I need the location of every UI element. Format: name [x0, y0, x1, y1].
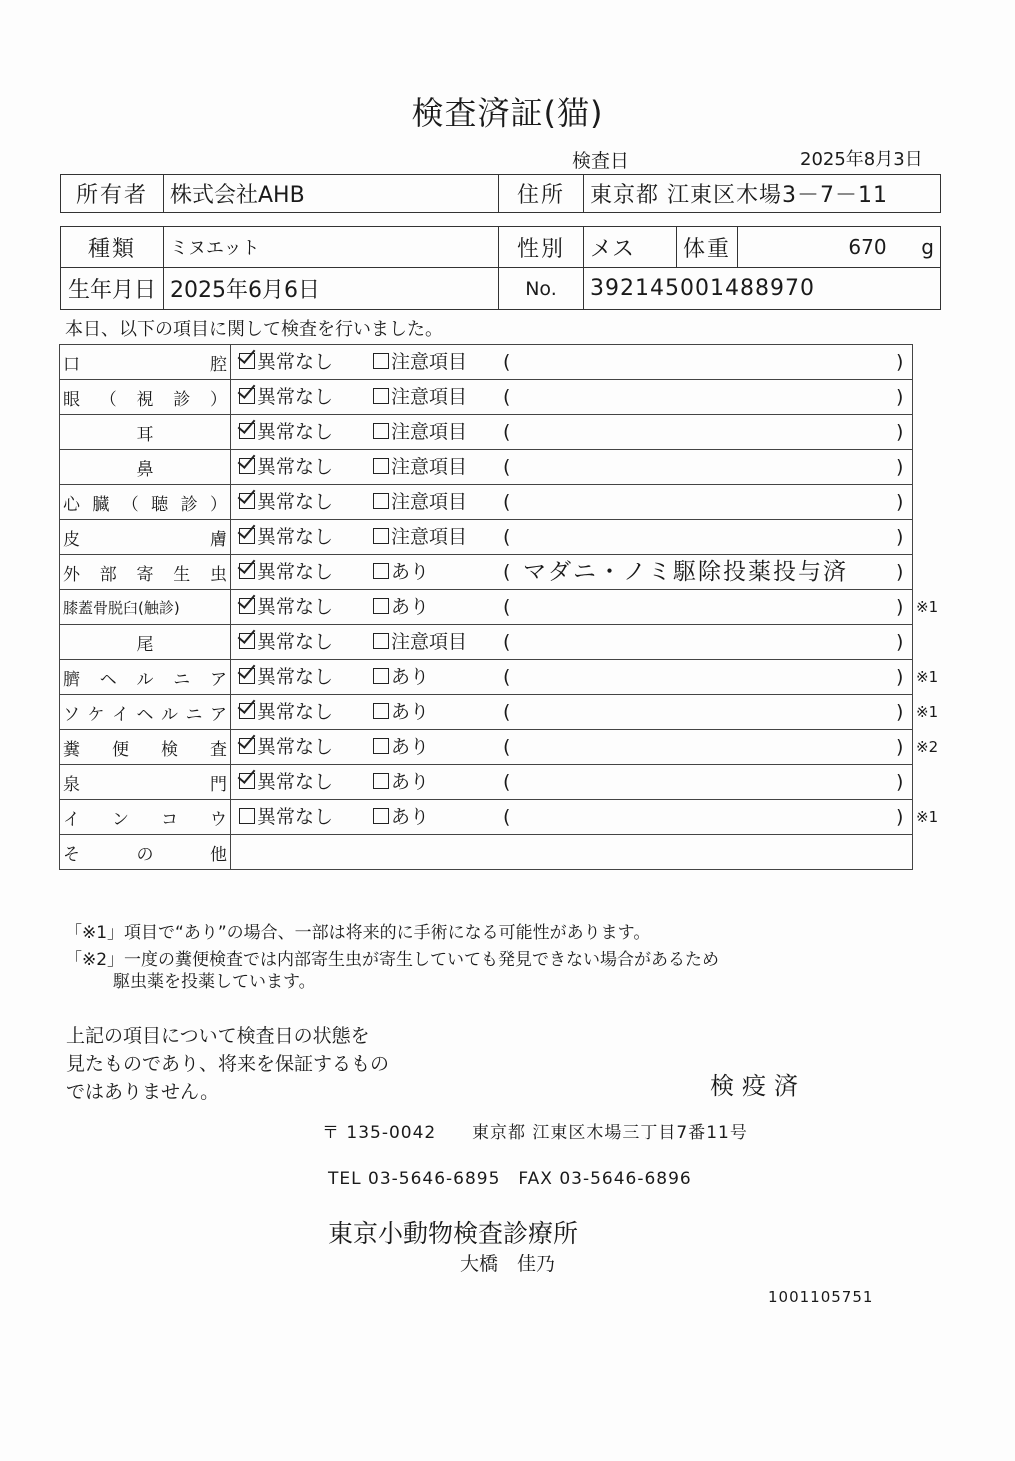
- caution-label: 注意項目: [391, 456, 468, 478]
- item-result-cell: [231, 345, 913, 380]
- caution-label: 注意項目: [391, 526, 468, 548]
- owner-label: 所有者: [61, 175, 164, 213]
- paren-close: ): [896, 631, 904, 653]
- ok-checkbox[interactable]: [239, 703, 255, 719]
- paren-close: ): [896, 421, 904, 443]
- disclaimer-line: ではありません。: [66, 1081, 220, 1103]
- caution-option[interactable]: [373, 485, 467, 519]
- item-label-char: ア: [210, 669, 227, 690]
- item-label: [63, 350, 227, 375]
- item-label-char: 膚: [210, 529, 227, 550]
- caution-option[interactable]: [373, 520, 467, 554]
- inspector-name: 大橋 佳乃: [460, 1253, 556, 1275]
- ok-option[interactable]: [239, 765, 333, 799]
- item-label-char: 臓: [92, 494, 110, 515]
- checklist-row: [60, 415, 913, 450]
- ok-checkbox[interactable]: [239, 563, 255, 579]
- ok-option[interactable]: [239, 555, 333, 589]
- ok-label: 異常なし: [257, 631, 334, 653]
- item-label-cell: [60, 800, 231, 835]
- item-label-char: ヘ: [136, 704, 154, 725]
- item-result-cell: [231, 730, 913, 765]
- paren-close: ): [896, 771, 904, 793]
- item-label-char: 寄: [136, 564, 154, 585]
- item-label-char: ン: [112, 809, 129, 830]
- ok-checkbox[interactable]: [239, 633, 255, 649]
- ok-checkbox[interactable]: [239, 493, 255, 509]
- caution-option[interactable]: [373, 625, 467, 659]
- checklist-row: [60, 380, 913, 415]
- present-option[interactable]: [373, 660, 429, 694]
- item-label-char: 泉: [63, 774, 80, 795]
- item-label-cell: [60, 625, 231, 660]
- ok-option[interactable]: [239, 485, 333, 519]
- item-label-char: イ: [63, 809, 80, 830]
- paren-close: ): [896, 806, 904, 828]
- paren-open: (: [503, 526, 511, 548]
- item-label-char: ニ: [173, 669, 191, 690]
- ok-checkbox[interactable]: [239, 528, 255, 544]
- present-checkbox[interactable]: [373, 738, 389, 754]
- item-label-cell: [60, 835, 231, 870]
- item-result-cell: [231, 450, 913, 485]
- intro-text: 本日、以下の項目に関して検査を行いました。: [65, 319, 443, 340]
- ok-checkbox[interactable]: [239, 423, 255, 439]
- item-result-cell: [231, 380, 913, 415]
- item-label-char: ヘ: [99, 669, 117, 690]
- paren-close: ): [896, 596, 904, 618]
- sex-value: メス: [584, 227, 677, 268]
- item-label-char: 門: [210, 774, 227, 795]
- present-option[interactable]: [373, 555, 429, 589]
- present-checkbox[interactable]: [373, 773, 389, 789]
- clinic-phone: TEL 03-5646-6895 FAX 03-5646-6896: [328, 1169, 692, 1189]
- ok-option[interactable]: [239, 625, 333, 659]
- caution-label: 注意項目: [391, 386, 468, 408]
- ok-checkbox[interactable]: [239, 773, 255, 789]
- checklist-row: [60, 520, 913, 555]
- paren-close: ): [896, 491, 904, 513]
- checklist-row-other: [60, 835, 913, 870]
- caution-checkbox[interactable]: [373, 423, 389, 439]
- ok-label: 異常なし: [257, 491, 334, 513]
- ok-checkbox[interactable]: [239, 598, 255, 614]
- item-label-cell: [60, 730, 231, 765]
- item-label: [63, 525, 227, 550]
- item-label-char: ソ: [63, 704, 80, 725]
- item-label-cell: [60, 520, 231, 555]
- checklist-row: [60, 765, 913, 800]
- caution-option[interactable]: [373, 415, 467, 449]
- checklist-row: [60, 800, 913, 835]
- inspection-date-label: 検査日: [572, 150, 630, 172]
- present-option[interactable]: [373, 590, 429, 624]
- caution-label: 注意項目: [391, 421, 468, 443]
- ok-label: 異常なし: [257, 421, 334, 443]
- paren-open: (: [503, 736, 511, 758]
- checklist-row: [60, 695, 913, 730]
- item-label-cell: [60, 345, 231, 380]
- item-label-char: 臍: [63, 669, 80, 690]
- ok-option[interactable]: [239, 695, 333, 729]
- item-label: [63, 560, 227, 585]
- present-checkbox[interactable]: [373, 703, 389, 719]
- weight-cell: [738, 227, 941, 268]
- checklist-row: [60, 450, 913, 485]
- item-label-cell: [60, 590, 231, 625]
- caution-checkbox[interactable]: [373, 458, 389, 474]
- item-label-cell: [60, 415, 231, 450]
- ok-checkbox[interactable]: [239, 353, 255, 369]
- item-result-cell: [231, 590, 913, 625]
- item-label-cell: [60, 485, 231, 520]
- item-label-cell: [60, 765, 231, 800]
- address-value: 東京都 江東区木場3－7－11: [584, 175, 941, 213]
- weight-value: 670: [848, 235, 887, 259]
- caution-option[interactable]: [373, 380, 467, 414]
- paren-close: ): [896, 386, 904, 408]
- footnote-mark: ※1: [916, 703, 939, 721]
- other-label: [63, 840, 227, 865]
- present-checkbox[interactable]: [373, 808, 389, 824]
- item-label-char: ウ: [210, 809, 227, 830]
- item-label-char: 聴: [151, 494, 169, 515]
- paren-open: (: [503, 456, 511, 478]
- ok-option[interactable]: [239, 380, 333, 414]
- item-label: [63, 490, 227, 515]
- caution-checkbox[interactable]: [373, 388, 389, 404]
- ok-label: 異常なし: [257, 386, 334, 408]
- paren-open: (: [503, 561, 511, 583]
- item-label-char: 視: [136, 389, 154, 410]
- paren-close: ): [896, 526, 904, 548]
- present-label: あり: [391, 771, 430, 793]
- sex-label: 性別: [499, 227, 584, 268]
- item-result-cell: [231, 485, 913, 520]
- birth-label: 生年月日: [61, 268, 164, 310]
- item-label: [63, 665, 227, 690]
- caution-option[interactable]: [373, 345, 467, 379]
- item-label-char: 査: [210, 739, 227, 760]
- present-option[interactable]: [373, 765, 429, 799]
- item-label: [63, 385, 227, 410]
- paren-open: (: [503, 596, 511, 618]
- ok-label: 異常なし: [257, 736, 334, 758]
- present-label: あり: [391, 561, 430, 583]
- item-result-cell: [231, 765, 913, 800]
- present-label: あり: [391, 806, 430, 828]
- ok-checkbox[interactable]: [239, 668, 255, 684]
- item-label-cell: [60, 450, 231, 485]
- ok-checkbox[interactable]: [239, 388, 255, 404]
- item-label-char: 検: [161, 739, 178, 760]
- breed-value: ミヌエット: [164, 227, 499, 268]
- item-label-char: 部: [99, 564, 117, 585]
- item-label-char: 皮: [63, 529, 80, 550]
- item-label-char: の: [136, 844, 154, 865]
- item-label-char: ア: [210, 704, 227, 725]
- item-label-char: 他: [210, 844, 227, 865]
- item-label: [63, 700, 227, 725]
- present-label: あり: [391, 736, 430, 758]
- address-label: 住所: [499, 175, 584, 213]
- weight-unit: g: [921, 235, 934, 259]
- item-label: 鼻: [136, 459, 154, 480]
- other-field[interactable]: [231, 835, 913, 870]
- item-label-char: ケ: [87, 704, 105, 725]
- item-result-cell: [231, 555, 913, 590]
- ok-label: 異常なし: [257, 561, 334, 583]
- disclaimer-line: 見たものであり、将来を保証するもの: [66, 1053, 390, 1075]
- item-label: [63, 770, 227, 795]
- item-label-char: 虫: [210, 564, 227, 585]
- item-label-cell: [60, 380, 231, 415]
- paren-close: ): [896, 561, 904, 583]
- ok-checkbox[interactable]: [239, 458, 255, 474]
- item-label-char: 診: [173, 389, 191, 410]
- ok-option[interactable]: [239, 800, 333, 834]
- item-label-char: そ: [63, 844, 80, 865]
- checklist-row: [60, 485, 913, 520]
- present-checkbox[interactable]: [373, 598, 389, 614]
- item-label-cell: [60, 695, 231, 730]
- weight-label: 体重: [677, 227, 738, 268]
- present-label: あり: [391, 596, 430, 618]
- item-label-char: （: [99, 389, 117, 410]
- caution-label: 注意項目: [391, 631, 468, 653]
- footnote-mark: ※2: [916, 738, 939, 756]
- breed-label: 種類: [61, 227, 164, 268]
- checklist-row: [60, 730, 913, 765]
- paren-close: ): [896, 701, 904, 723]
- paren-open: (: [503, 631, 511, 653]
- caution-option[interactable]: [373, 450, 467, 484]
- item-label-char: イ: [112, 704, 129, 725]
- item-label-char: （: [121, 494, 139, 515]
- item-label-char: 生: [173, 564, 191, 585]
- owner-table: [60, 174, 941, 213]
- caution-label: 注意項目: [391, 491, 468, 513]
- paren-close: ): [896, 666, 904, 688]
- present-checkbox[interactable]: [373, 668, 389, 684]
- paren-open: (: [503, 421, 511, 443]
- paren-open: (: [503, 386, 511, 408]
- item-result-cell: [231, 520, 913, 555]
- present-label: あり: [391, 666, 430, 688]
- paren-open: (: [503, 806, 511, 828]
- quarantine-stamp: 検疫済: [710, 1072, 806, 1100]
- paren-open: (: [503, 666, 511, 688]
- ok-label: 異常なし: [257, 771, 334, 793]
- postal-code: 〒 135-0042: [322, 1123, 437, 1143]
- no-label: No.: [499, 268, 584, 310]
- caution-checkbox[interactable]: [373, 353, 389, 369]
- animal-table: [60, 226, 941, 310]
- item-label-char: 外: [63, 564, 80, 585]
- ok-label: 異常なし: [257, 526, 334, 548]
- ok-label: 異常なし: [257, 701, 334, 723]
- item-label-char: コ: [161, 809, 178, 830]
- footnote-1: 「※1」項目で“あり”の場合、一部は将来的に手術になる可能性があります。: [65, 923, 651, 943]
- ok-label: 異常なし: [257, 596, 334, 618]
- paren-open: (: [503, 701, 511, 723]
- present-option[interactable]: [373, 695, 429, 729]
- item-label-cell: [60, 555, 231, 590]
- item-label-char: 診: [180, 494, 198, 515]
- item-label-char: ル: [136, 669, 154, 690]
- item-label: 膝蓋骨脱臼(触診): [63, 598, 180, 617]
- paren-close: ): [896, 456, 904, 478]
- clinic-address: 東京都 江東区木場三丁目7番11号: [472, 1123, 748, 1143]
- footnote-2-cont: 駆虫薬を投薬しています。: [113, 972, 316, 992]
- ok-option[interactable]: [239, 450, 333, 484]
- ok-option[interactable]: [239, 345, 333, 379]
- footnote-mark: ※1: [916, 668, 939, 686]
- checklist-row: [60, 590, 913, 625]
- item-result-cell: [231, 625, 913, 660]
- disclaimer-line: 上記の項目について検査日の状態を: [66, 1025, 370, 1047]
- item-result-cell: [231, 800, 913, 835]
- no-value: 392145001488970: [584, 268, 941, 310]
- checklist-table: [59, 344, 913, 870]
- footnote-mark: ※1: [916, 808, 939, 826]
- owner-value: 株式会社AHB: [164, 175, 499, 213]
- paren-open: (: [503, 491, 511, 513]
- present-label: あり: [391, 701, 430, 723]
- ok-option[interactable]: [239, 730, 333, 764]
- item-label-char: 便: [112, 739, 129, 760]
- paren-close: ): [896, 351, 904, 373]
- footnote-mark: ※1: [916, 598, 939, 616]
- ok-label: 異常なし: [257, 806, 334, 828]
- ok-label: 異常なし: [257, 351, 334, 373]
- item-label-char: ル: [161, 704, 178, 725]
- item-result-cell: [231, 660, 913, 695]
- serial-number: 1001105751: [768, 1288, 874, 1306]
- item-label-cell: [60, 660, 231, 695]
- present-checkbox[interactable]: [373, 563, 389, 579]
- checklist-row: [60, 660, 913, 695]
- present-option[interactable]: [373, 800, 429, 834]
- ok-option[interactable]: [239, 590, 333, 624]
- item-label: [63, 805, 227, 830]
- checklist-row: [60, 625, 913, 660]
- checklist-row: [60, 345, 913, 380]
- ok-option[interactable]: [239, 520, 333, 554]
- ok-label: 異常なし: [257, 666, 334, 688]
- footnote-2: 「※2」一度の糞便検査では内部寄生虫が寄生していても発見できない場合があるため: [65, 950, 720, 970]
- ok-label: 異常なし: [257, 456, 334, 478]
- item-label-char: 心: [63, 494, 80, 515]
- item-result-cell: [231, 415, 913, 450]
- item-label-char: 糞: [63, 739, 80, 760]
- ok-option[interactable]: [239, 660, 333, 694]
- caution-checkbox[interactable]: [373, 633, 389, 649]
- paren-close: ): [896, 736, 904, 758]
- item-label-char: 眼: [63, 389, 80, 410]
- checklist-row: [60, 555, 913, 590]
- page-title: 検査済証(猫): [411, 94, 604, 132]
- item-note: マダニ・ノミ駆除投薬投与済: [523, 559, 848, 585]
- present-option[interactable]: [373, 730, 429, 764]
- item-label: 尾: [136, 634, 154, 655]
- ok-checkbox[interactable]: [239, 738, 255, 754]
- clinic-name: 東京小動物検査診療所: [328, 1219, 579, 1248]
- ok-option[interactable]: [239, 415, 333, 449]
- item-label-char: ）: [209, 494, 227, 515]
- item-label-char: ニ: [185, 704, 203, 725]
- item-result-cell: [231, 695, 913, 730]
- item-label-char: 口: [63, 354, 80, 375]
- caution-label: 注意項目: [391, 351, 468, 373]
- caution-checkbox[interactable]: [373, 528, 389, 544]
- caution-checkbox[interactable]: [373, 493, 389, 509]
- paren-open: (: [503, 351, 511, 373]
- item-label-char: 腔: [210, 354, 227, 375]
- paren-open: (: [503, 771, 511, 793]
- item-label: [63, 735, 227, 760]
- item-label-char: ）: [210, 389, 227, 410]
- ok-checkbox[interactable]: [239, 808, 255, 824]
- inspection-date: 2025年8月3日: [800, 149, 923, 170]
- item-label: 耳: [136, 424, 154, 445]
- birth-value: 2025年6月6日: [164, 268, 499, 310]
- disclaimer: [66, 1022, 389, 1106]
